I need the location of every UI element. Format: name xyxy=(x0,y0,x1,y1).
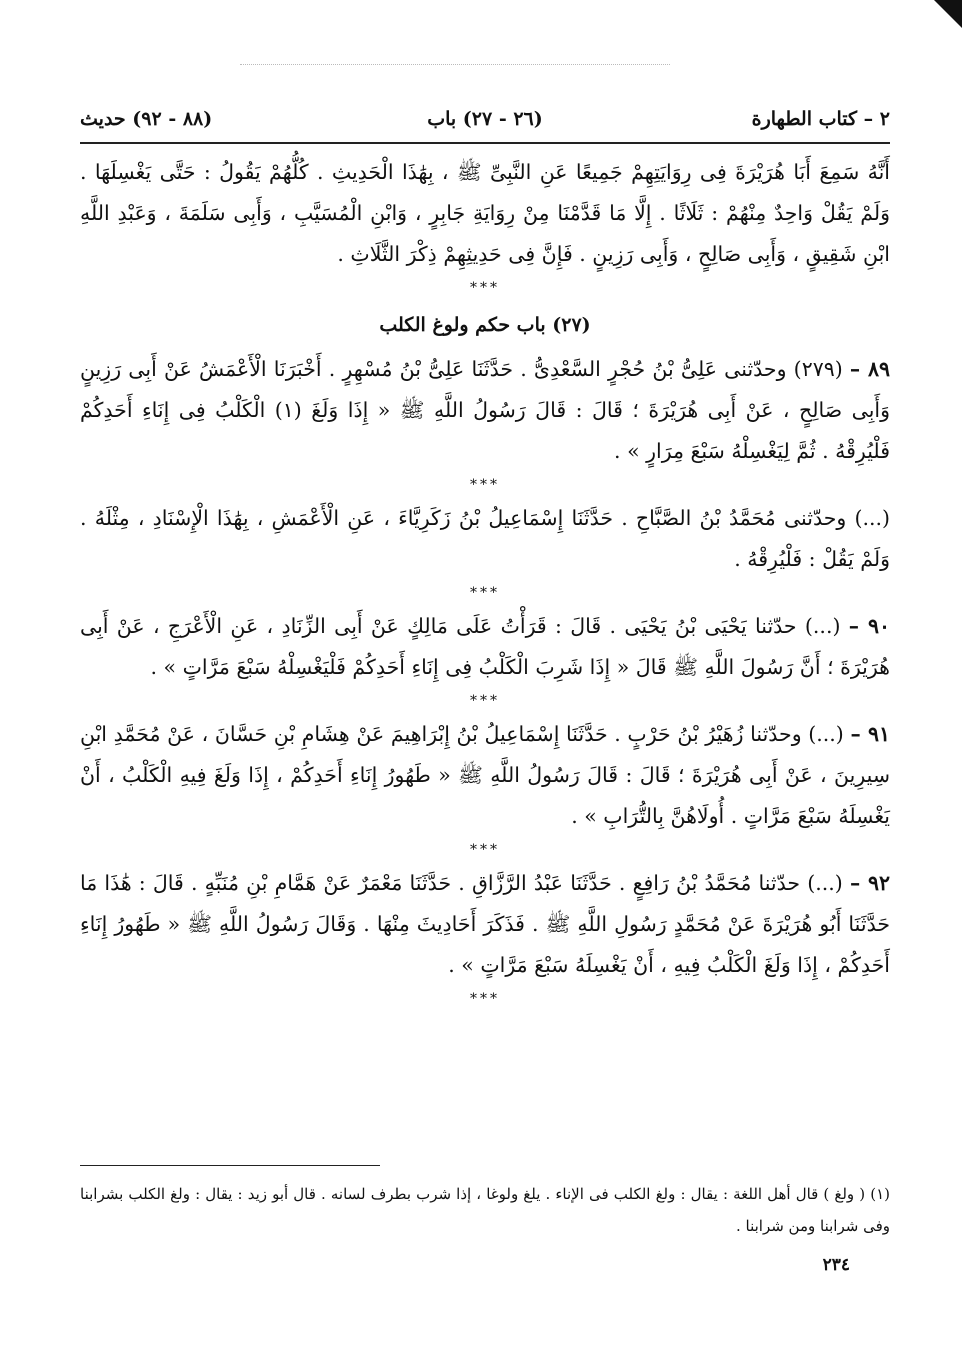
hadith-number: ٩٠ – xyxy=(848,614,891,638)
running-header xyxy=(80,108,890,142)
separator-stars: *** xyxy=(470,842,500,858)
hadith-text: (٢٧٩) وحدّثنى عَلِىُّ بْنُ حُجْرٍ السَّعْدِىُّ . حَدَّثَنَا عَلِىُّ بْنُ مُسْهِرٍ . أَخْبَرَنَا الْأَعْمَشُ عَنْ أَبِى رَزِينٍ وَأَبِى صَالِحٍ ، عَنْ أَبِى هُرَيْرَةَ ؛ قَالَ : قَالَ رَسُولُ اللَّهِ ﷺ « إِذَا وَلَغَ (١) الْكَلْبُ فِى إِنَاءِ أَحَدِكُمْ فَلْيُرِقْهُ . ثُمَّ لِيَغْسِلْهُ سَبْعَ مِرَارٍ » . xyxy=(80,357,890,463)
hadith-89-variant: (...) وحدّثنى مُحَمَّدُ بْنُ الصَّبَّاحِ . حَدَّثَنَا إِسْمَاعِيلُ بْنُ زَكَرِيَّاءَ ، عَنِ الْأَعْمَشِ ، بِهَٰذَا الْإِسْنَادِ ، مِثْلَهُ . وَلَمْ يَقُلْ : فَلْيُرِقْهُ . xyxy=(80,506,890,571)
separator-stars: *** xyxy=(470,477,500,493)
header-chapter-range: (٢٦ - ٢٧) باب xyxy=(427,108,543,130)
footnote-rule xyxy=(80,1165,380,1166)
hadith-90 xyxy=(80,606,890,688)
hadith-91 xyxy=(80,714,890,837)
separator-stars: *** xyxy=(470,280,500,296)
hadith-number: ٩٢ – xyxy=(849,871,890,895)
chapter-title: (٢٧) باب حكم ولوغ الكلب xyxy=(379,314,591,336)
header-rule xyxy=(80,142,890,144)
hadith-92 xyxy=(80,863,890,986)
paragraph-continuation: أَنَّهُ سَمِعَ أَبَا هُرَيْرَةَ فِى رِوَايَتِهِمْ جَمِيعًا عَنِ النَّبِىِّ ﷺ ، بِهَٰذَا الْحَدِيثِ . كُلُّهُمْ يَقُولُ : حَتَّى يَغْسِلَهَا . وَلَمْ يَقُلْ وَاحِدٌ مِنْهُمْ : ثَلَاثًا . إِلَّا مَا قَدَّمْنَا مِنْ رِوَايَةِ جَابِرٍ ، وَابْنِ الْمُسَيَّبِ ، وَأَبِى سَلَمَةَ ، وَعَبْدِ اللَّهِ ابْنِ شَقِيقٍ ، وَأَبِى صَالِحٍ ، وَأَبِى رَزِينٍ . فَإِنَّ فِى حَدِيثِهِمْ ذِكْرَ الثَّلَاثِ . xyxy=(80,160,890,266)
header-hadith-range: (٨٨ - ٩٢) حديث xyxy=(80,108,213,130)
footnote: (١) ( ولغ ) قال أهل اللغة : يقال : ولغ الكلب فى الإناء . يلغ ولوغا ، إذا شرب بطرف لسانه . قال أبو زيد : يقال : ولغ الكلب بشرابنا وفى شرابنا ومن شرابنا . xyxy=(80,1185,890,1235)
separator-stars: *** xyxy=(470,693,500,709)
hadith-text: (...) حدّثنا مُحَمَّدُ بْنُ رَافِعٍ . حَدَّثَنَا عَبْدُ الرَّزَّاقِ . حَدَّثَنَا مَعْمَرٌ عَنْ هَمَّامِ بْنِ مُنَبِّهٍ . قَالَ : هَٰذَا مَا حَدَّثَنَا أَبُو هُرَيْرَةَ عَنْ مُحَمَّدٍ رَسُولِ اللَّهِ ﷺ . فَذَكَرَ أَحَادِيثَ مِنْهَا . وَقَالَ رَسُولُ اللَّهِ ﷺ « طَهُورُ إِنَاءِ أَحَدِكُمْ ، إِذَا وَلَغَ الْكَلْبُ فِيهِ ، أَنْ يَغْسِلَهُ سَبْعَ مَرَّاتٍ » . xyxy=(80,871,890,977)
hadith-text: (...) وحدّثنا زُهَيْرُ بْنُ حَرْبٍ . حَدَّثَنَا إِسْمَاعِيلُ بْنُ إِبْرَاهِيمَ عَنْ هِشَامِ بْنِ حَسَّانَ ، عَنْ مُحَمَّدِ ابْنِ سِيرِينَ ، عَنْ أَبِى هُرَيْرَةَ ؛ قَالَ : قَالَ رَسُولُ اللَّهِ ﷺ « طَهُورُ إِنَاءِ أَحَدِكُمْ ، إِذَا وَلَغَ فِيهِ الْكَلْبُ ، أَنْ يَغْسِلَهُ سَبْعَ مَرَّاتٍ . أُولَاهُنَّ بِالتُّرَابِ » . xyxy=(80,722,890,828)
hadith-number: ٨٩ – xyxy=(849,357,891,381)
book-page xyxy=(80,0,890,1350)
main-text xyxy=(80,152,890,1012)
corner-mark xyxy=(934,0,962,28)
separator-stars: *** xyxy=(470,991,500,1007)
hadith-number: ٩١ – xyxy=(850,722,890,746)
page-number: ٢٣٤ xyxy=(822,1255,850,1275)
header-book-title: ٢ – كتاب الطهارة xyxy=(751,108,890,130)
hadith-text: (...) حدّثنا يَحْيَى بْنُ يَحْيَى . قَالَ : قَرَأْتُ عَلَى مَالِكٍ عَنْ أَبِى الزِّنَادِ ، عَنِ الْأَعْرَجِ ، عَنْ أَبِى هُرَيْرَةَ ؛ أَنَّ رَسُولَ اللَّهِ ﷺ قَالَ « إِذَا شَرِبَ الْكَلْبُ فِى إِنَاءِ أَحَدِكُمْ فَلْيَغْسِلْهُ سَبْعَ مَرَّاتٍ » . xyxy=(80,614,890,679)
separator-stars: *** xyxy=(470,585,500,601)
hadith-89 xyxy=(80,349,890,472)
